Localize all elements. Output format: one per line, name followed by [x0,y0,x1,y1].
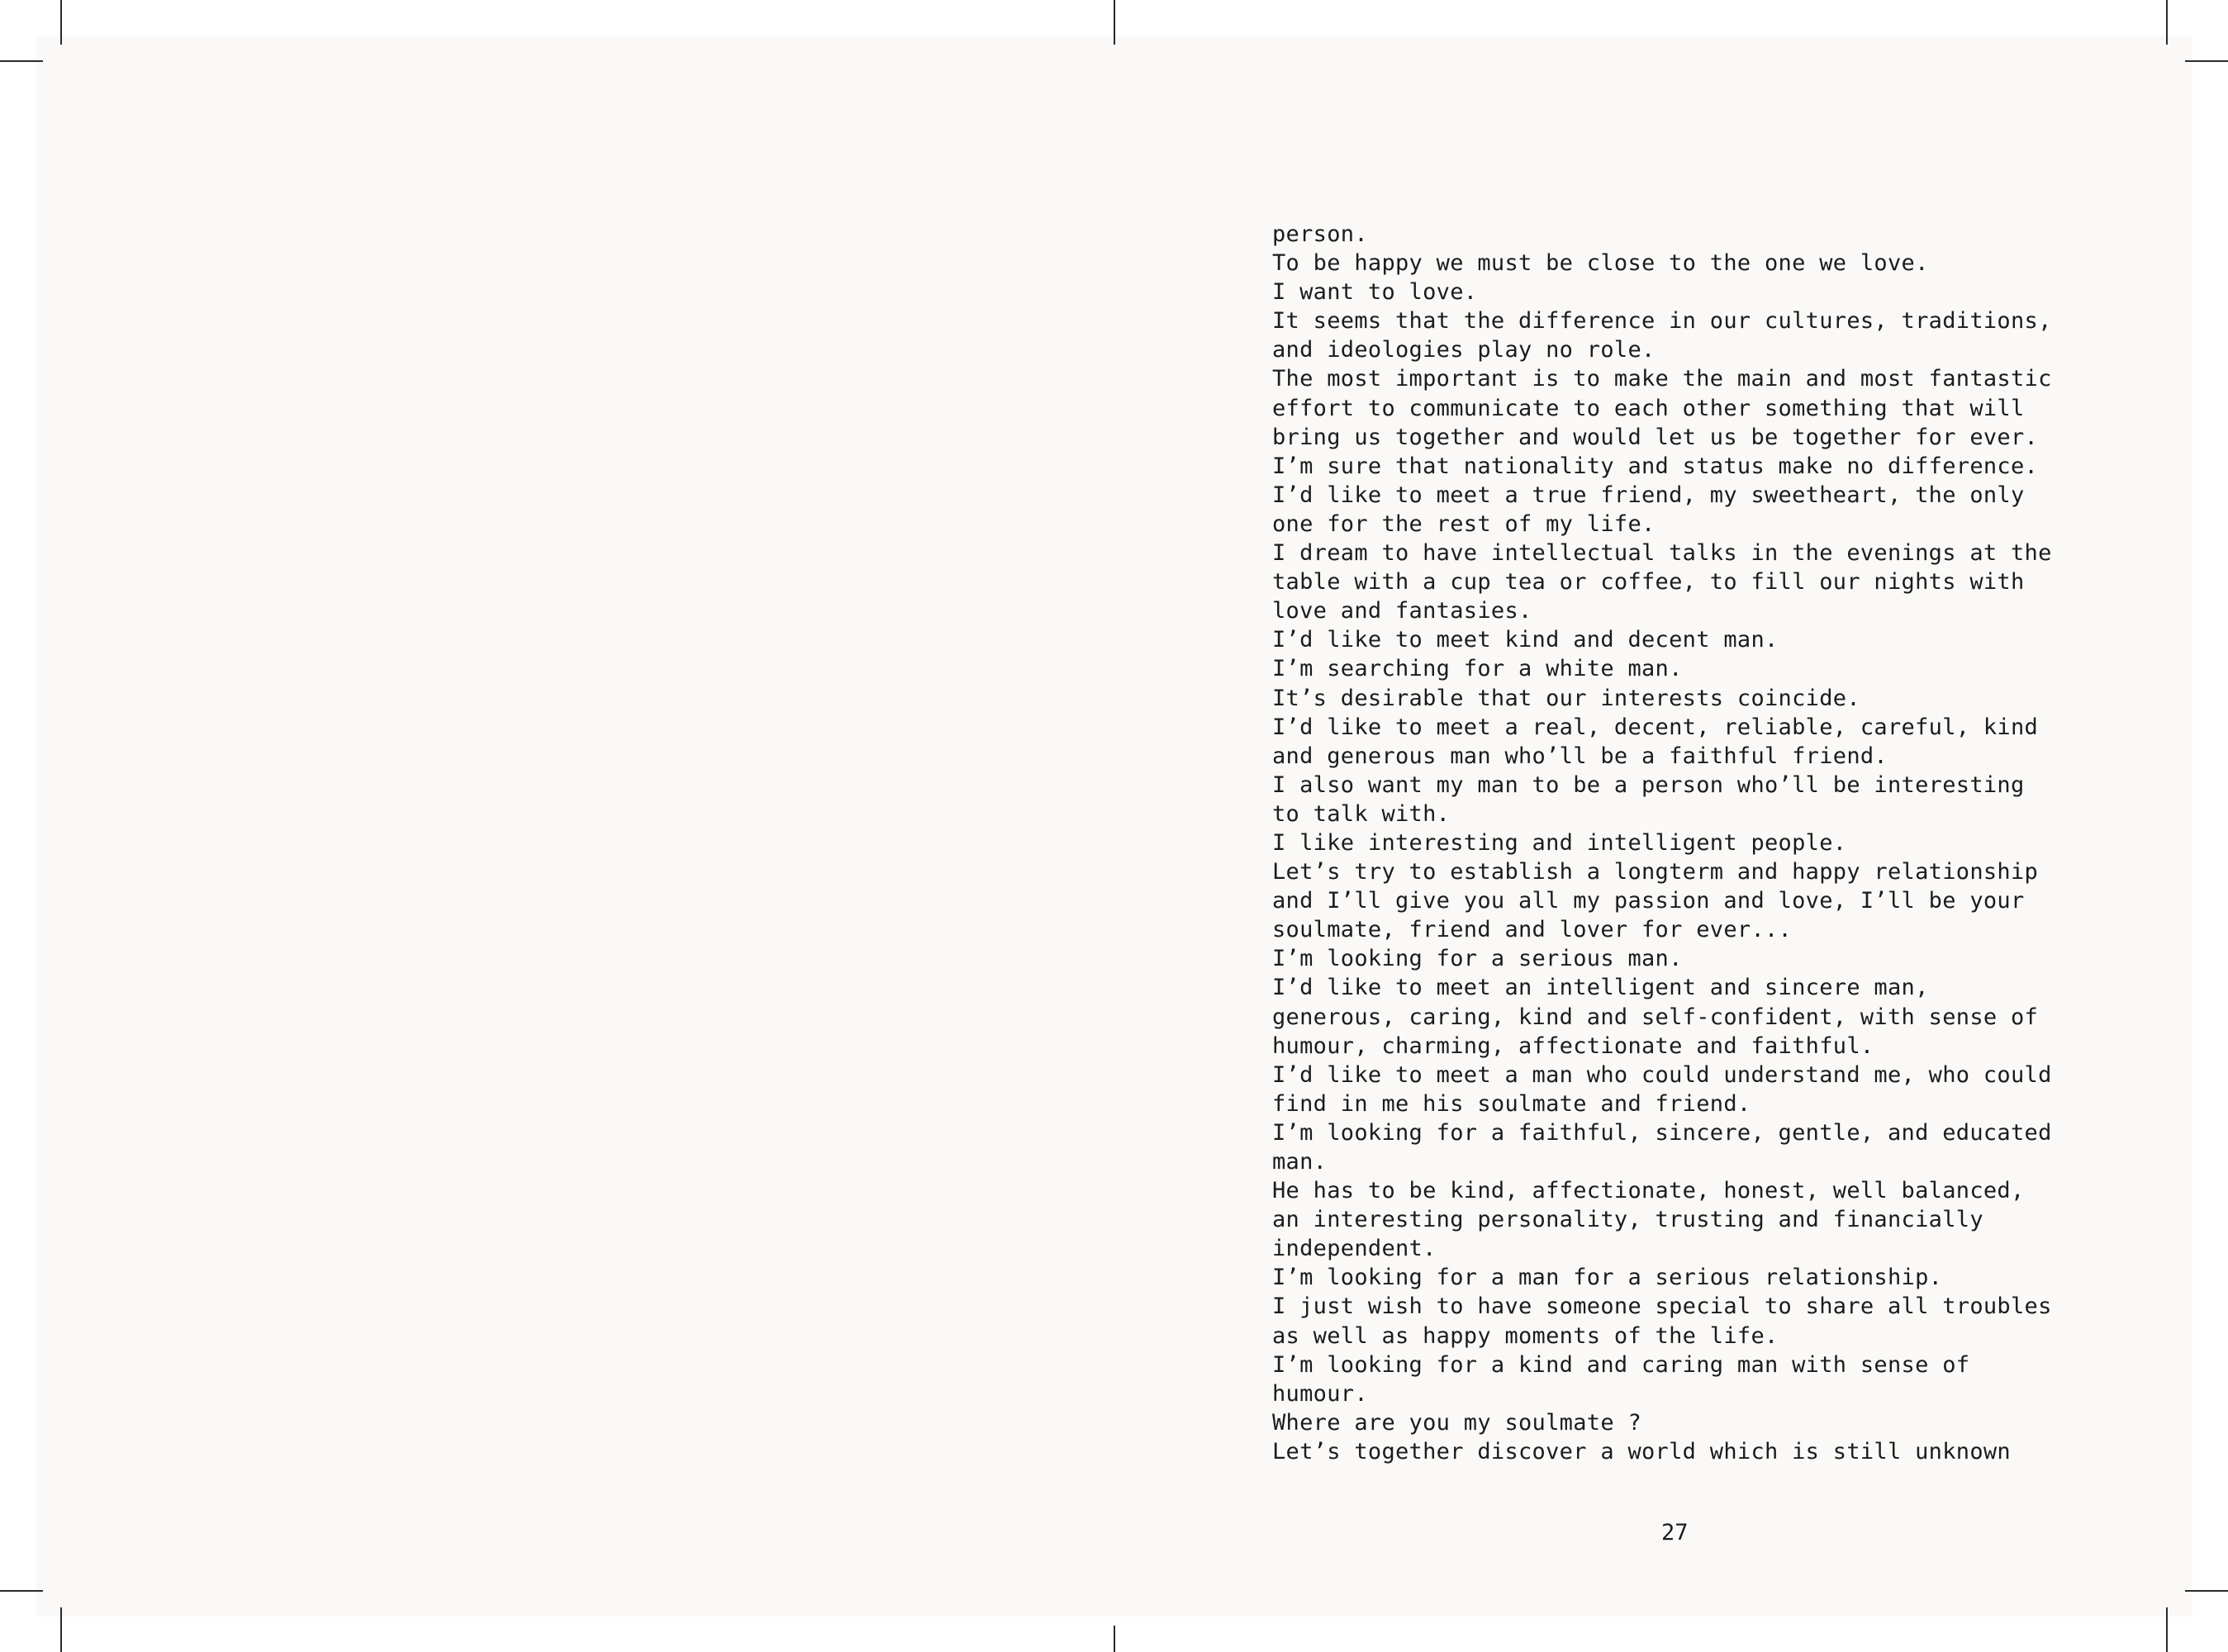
text-line: I’m looking for a man for a serious relationship. [1272,1265,1943,1291]
text-line: I dream to have intellectual talks in the evenings at the [1272,540,2052,567]
text-line: Let’s try to establish a longterm and happy relationship [1272,859,2039,885]
text-line: find in me his soulmate and friend. [1272,1090,1751,1117]
text-line: I just wish to have someone special to share all troubles [1272,1294,2052,1320]
text-line: I also want my man to be a person who’ll be interesting [1272,771,2025,798]
text-line: He has to be kind, affectionate, honest, well balanced, [1272,1178,2025,1204]
book-spread [36,36,2192,1616]
text-line: I’m looking for a faithful, sincere, gentle, and educated [1272,1119,2052,1146]
text-line: I’m sure that nationality and status make no difference. [1272,453,2039,479]
text-line: and I’ll give you all my passion and love, I’ll be your [1272,888,2025,914]
text-line: Let’s together discover a world which is still unknown [1272,1438,2011,1464]
text-line: The most important is to make the main and most fantastic [1272,366,2052,392]
page-number: 27 [1661,1520,1689,1545]
text-line: love and fantasies. [1272,598,1532,624]
text-line: It seems that the difference in our cultures, traditions, [1272,308,2052,335]
text-line: man. [1272,1149,1328,1175]
crop-mark [60,0,62,45]
text-line: table with a cup tea or coffee, to fill our nights with [1272,569,2025,596]
text-line: as well as happy moments of the life. [1272,1322,1779,1349]
text-line: humour. [1272,1380,1368,1407]
text-line: bring us together and would let us be together for ever. [1272,424,2039,450]
text-line: To be happy we must be close to the one we love. [1272,250,1929,277]
text-line: an interesting personality, trusting and financially [1272,1207,1983,1233]
crop-mark [0,60,43,62]
text-line: effort to communicate to each other something that will [1272,395,2025,421]
text-line: I’d like to meet kind and decent man. [1272,627,1779,653]
text-line: one for the rest of my life. [1272,510,1656,537]
crop-mark [0,1590,43,1592]
text-line: I’d like to meet a true friend, my sweetheart, the only [1272,482,2025,508]
text-line: and ideologies play no role. [1272,337,1656,363]
text-line: I want to love. [1272,279,1478,306]
text-line: It’s desirable that our interests coincide. [1272,685,1860,711]
text-line: soulmate, friend and lover for ever... [1272,917,1793,943]
text-line: I’m looking for a kind and caring man with sense of [1272,1351,1970,1378]
text-line: and generous man who’ll be a faithful friend. [1272,743,1888,769]
body-text [1272,220,2181,1466]
text-line: I’m looking for a serious man. [1272,946,1683,972]
text-line: Where are you my soulmate ? [1272,1409,1641,1436]
crop-mark [1114,1626,1115,1652]
text-line: I’d like to meet an intelligent and sincere man, [1272,975,1929,1001]
text-line: I’d like to meet a real, decent, reliable, careful, kind [1272,714,2039,740]
text-line: I’d like to meet a man who could understand me, who could [1272,1061,2052,1088]
crop-mark [2166,1607,2168,1652]
text-line: to talk with. [1272,800,1451,827]
crop-mark [2166,0,2168,45]
text-line: I’m searching for a white man. [1272,656,1683,682]
text-line: person. [1272,221,1368,247]
text-line: humour, charming, affectionate and faithful. [1272,1032,1874,1059]
crop-mark [2185,60,2228,62]
crop-mark [2185,1590,2228,1592]
text-line: I like interesting and intelligent people. [1272,829,1847,856]
text-line: independent. [1272,1236,1437,1262]
text-line: generous, caring, kind and self-confident, with sense of [1272,1004,2039,1030]
crop-mark [60,1607,62,1652]
crop-mark [1114,0,1115,45]
